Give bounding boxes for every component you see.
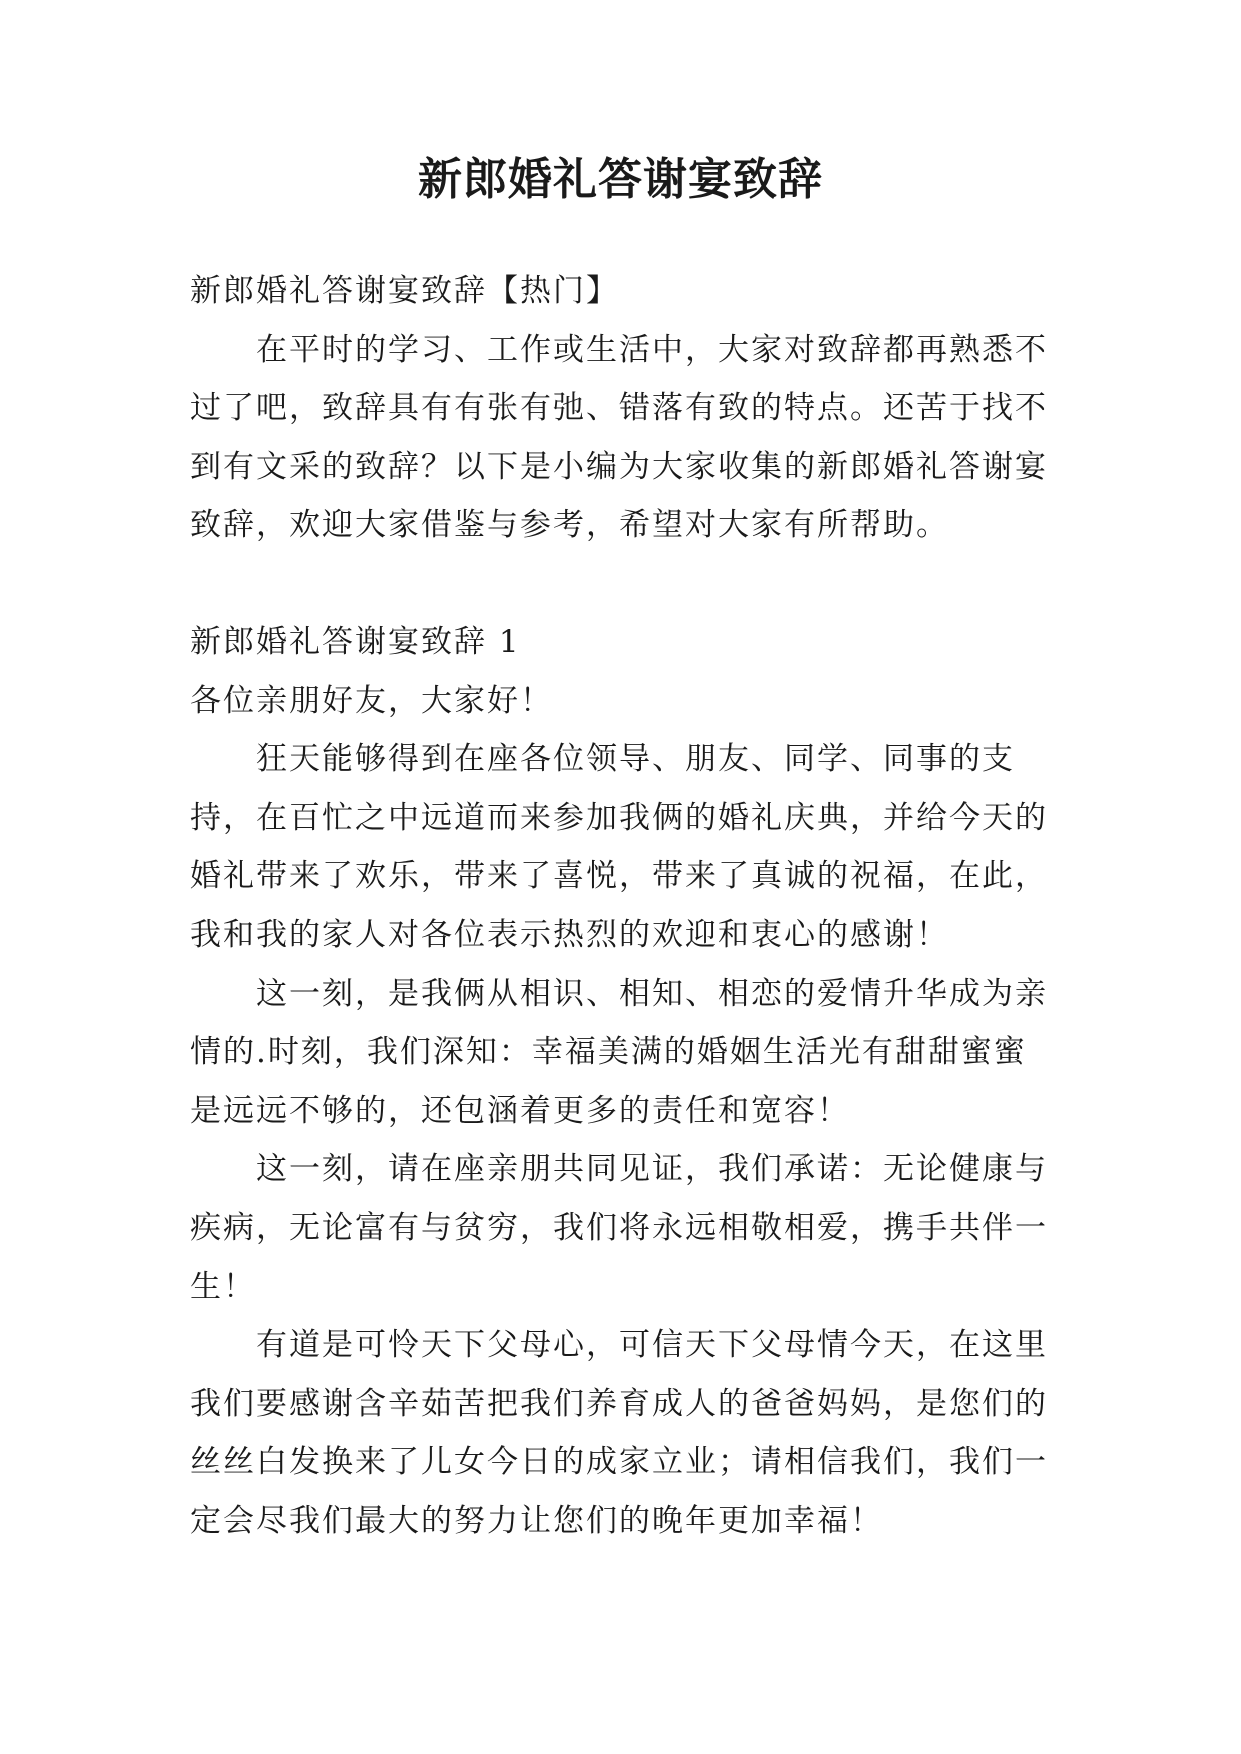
greeting-line: 各位亲朋好友，大家好！: [190, 682, 553, 719]
body-paragraph-2: 这一刻，是我俩从相识、相知、相恋的爱情升华成为亲情的.时刻，我们深知：幸福美满的婚姻生活光有甜甜蜜蜜是远远不够的，还包涵着更多的责任和宽容！: [190, 975, 1048, 1129]
intro-paragraph: 在平时的学习、工作或生活中，大家对致辞都再熟悉不过了吧，致辞具有有张有弛、错落有致的特点。还苦于找不到有文采的致辞？以下是小编为大家收集的新郎婚礼答谢宴致辞，欢迎大家借鉴与参考，希望对大家有所帮助。: [190, 331, 1048, 544]
body-paragraph-3: 这一刻，请在座亲朋共同见证，我们承诺：无论健康与疾病，无论富有与贫穷，我们将永远相敬相爱，携手共伴一生！: [190, 1151, 1048, 1305]
section-heading: 新郎婚礼答谢宴致辞 1: [190, 623, 521, 660]
subtitle-line: 新郎婚礼答谢宴致辞【热门】: [190, 273, 619, 309]
body-paragraph-4: 有道是可怜天下父母心，可信天下父母情今天，在这里我们要感谢含辛茹苦把我们养育成人的爸爸妈妈，是您们的丝丝白发换来了儿女今日的成家立业；请相信我们，我们一定会尽我们最大的努力让您们的晚年更加幸福！: [190, 1327, 1048, 1539]
document-title: 新郎婚礼答谢宴致辞: [418, 154, 823, 205]
body-paragraph-1: 狂天能够得到在座各位领导、朋友、同学、同事的支持，在百忙之中远道而来参加我俩的婚礼庆典，并给今天的婚礼带来了欢乐，带来了喜悦，带来了真诚的祝福，在此，我和我的家人对各位表示热烈的欢迎和衷心的感谢！: [190, 741, 1048, 953]
document-body: [190, 262, 1055, 1550]
